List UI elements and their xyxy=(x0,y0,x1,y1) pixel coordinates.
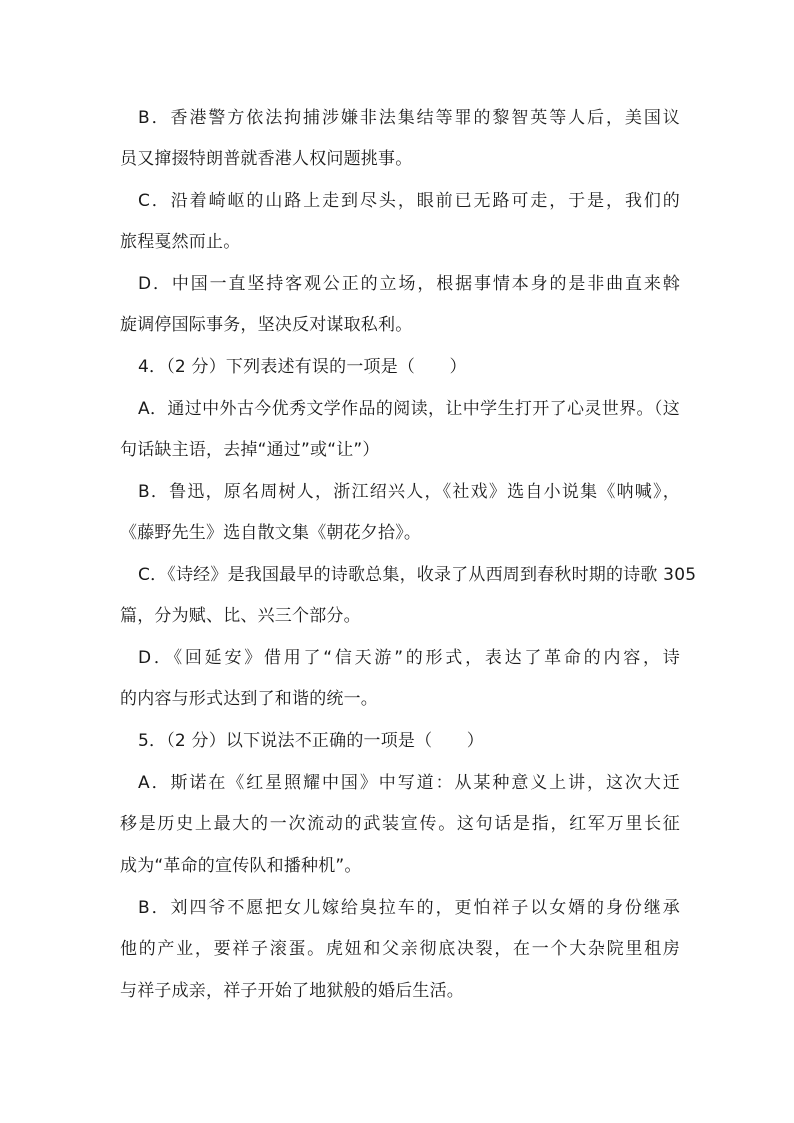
option-b-line-1: B．香港警方依法拘捕涉嫌非法集结等罪的黎智英等人后，美国议 xyxy=(138,108,680,128)
q4-option-a-line-2: 句话缺主语，去掉“通过”或“让”） xyxy=(120,440,380,460)
q4-option-d-line-2: 的内容与形式达到了和谐的统一。 xyxy=(120,689,378,709)
option-b-line-2: 员又撺掇特朗普就香港人权问题挑事。 xyxy=(120,149,413,169)
q4-option-b-line-1: B．鲁迅，原名周树人，浙江绍兴人，《社戏》选自小说集《呐喊》， xyxy=(138,482,680,502)
option-d-line-1: D．中国一直坚持客观公正的立场，根据事情本身的是非曲直来斡 xyxy=(138,274,680,294)
option-c-line-2: 旅程戛然而止。 xyxy=(120,232,241,252)
q4-option-d-line-1: D．《回延安》借用了“信天游”的形式，表达了革命的内容，诗 xyxy=(138,648,680,668)
q5-option-b-line-3: 与祥子成亲，祥子开始了地狱般的婚后生活。 xyxy=(120,981,464,1001)
option-d-line-2: 旋调停国际事务，坚决反对谋取私利。 xyxy=(120,315,413,335)
q4-option-a-line-1: A．通过中外古今优秀文学作品的阅读，让中学生打开了心灵世界。（这 xyxy=(138,399,680,419)
question-4: 4．（2 分）下列表述有误的一项是（ ） xyxy=(138,357,467,377)
q4-option-b-line-2: 《藤野先生》选自散文集《朝花夕拾》。 xyxy=(120,523,422,543)
q5-option-a-line-3: 成为“革命的宣传队和播种机”。 xyxy=(120,856,362,876)
question-5: 5．（2 分）以下说法不正确的一项是（ ） xyxy=(138,731,484,751)
q4-option-c-line-2: 篇，分为赋、比、兴三个部分。 xyxy=(120,606,361,626)
option-c-line-1: C．沿着崎岖的山路上走到尽头，眼前已无路可走，于是，我们的 xyxy=(138,191,680,211)
q5-option-b-line-1: B．刘四爷不愿把女儿嫁给臭拉车的，更怕祥子以女婿的身份继承 xyxy=(138,898,680,918)
q5-option-a-line-2: 移是历史上最大的一次流动的武装宣传。这句话是指，红军万里长征 xyxy=(120,814,680,834)
q5-option-a-line-1: A．斯诺在《红星照耀中国》中写道：从某种意义上讲，这次大迁 xyxy=(138,773,680,793)
q5-option-b-line-2: 他的产业，要祥子滚蛋。虎妞和父亲彻底决裂，在一个大杂院里租房 xyxy=(120,939,680,959)
q4-option-c-line-1: C．《诗经》是我国最早的诗歌总集，收录了从西周到春秋时期的诗歌 305 xyxy=(138,565,697,585)
